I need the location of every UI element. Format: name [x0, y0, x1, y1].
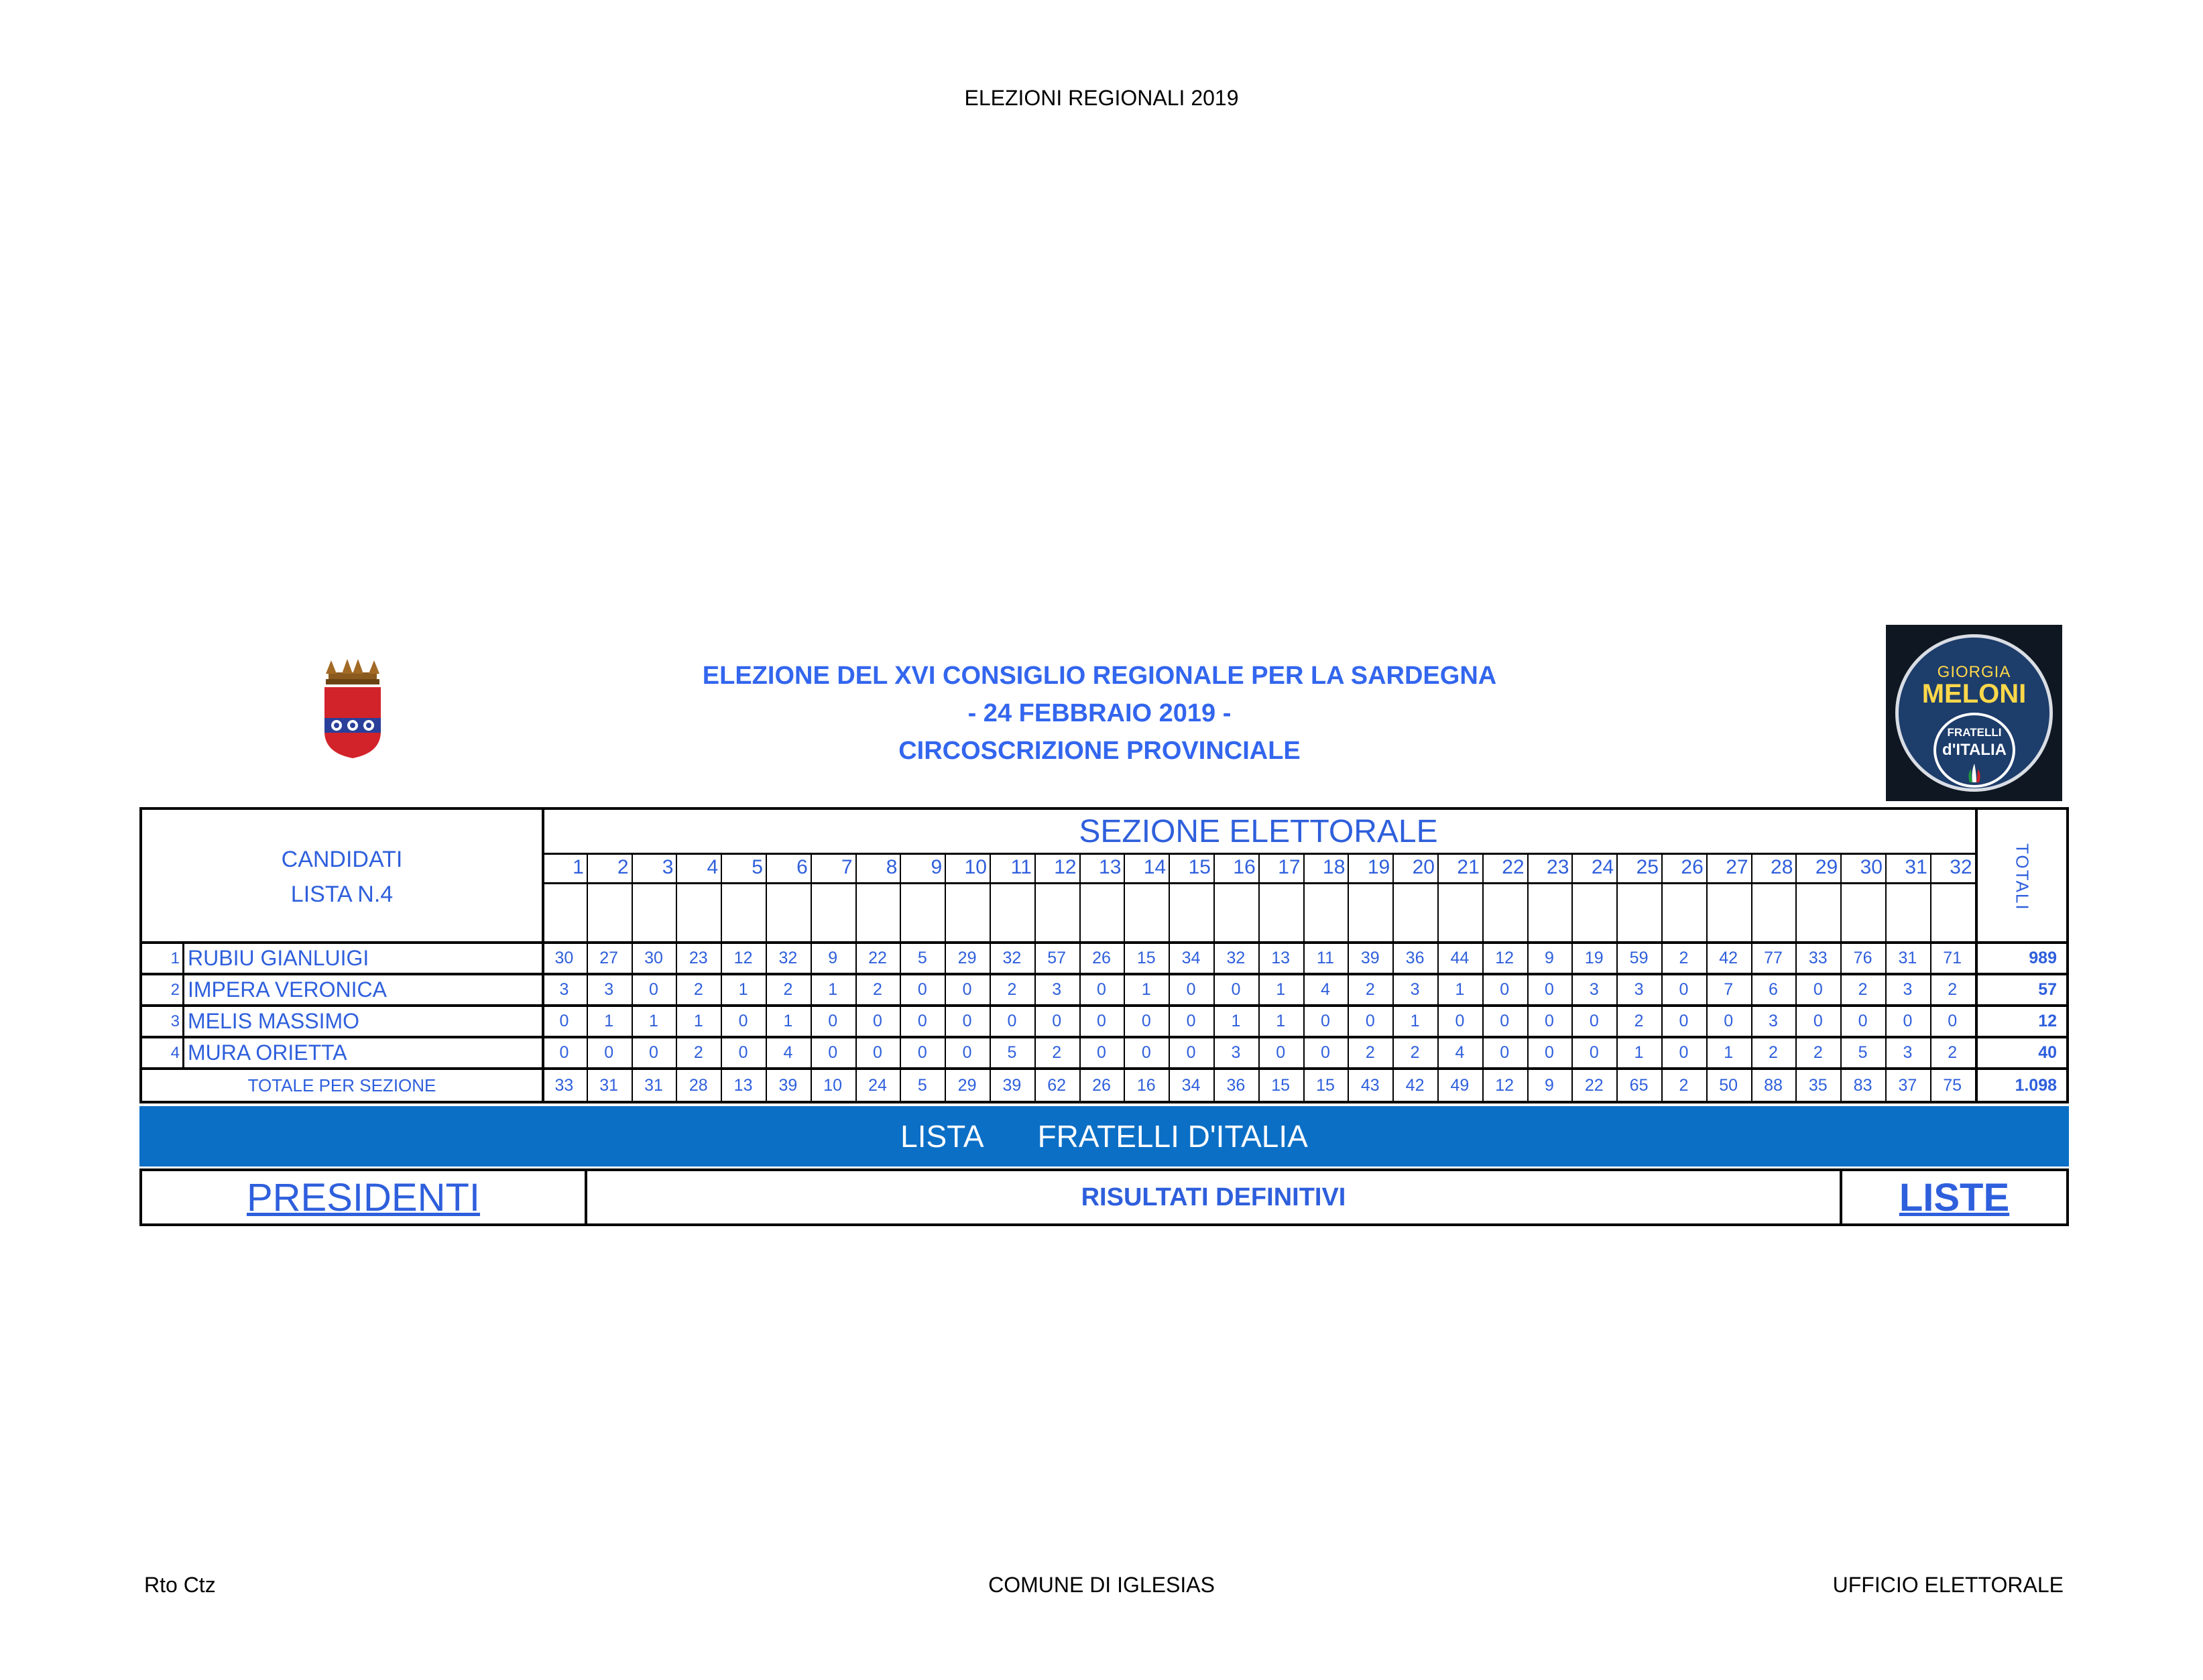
candidati-header: [142, 810, 542, 944]
lista-name: FRATELLI D'ITALIA: [1037, 1119, 1308, 1154]
section-number: 32: [1950, 856, 1972, 878]
vote-cell: 2: [1634, 1012, 1644, 1030]
section-number: 23: [1547, 856, 1569, 878]
section-number: 7: [841, 856, 853, 878]
vote-cell: 30: [554, 949, 574, 967]
vote-cell: 2: [693, 1043, 703, 1062]
section-number: 24: [1591, 856, 1614, 878]
candidate-name: RUBIU GIANLUIGI: [188, 946, 369, 970]
title-line-3: CIRCOSCRIZIONE PROVINCIALE: [898, 737, 1301, 765]
vote-cell: 32: [1226, 949, 1246, 967]
vote-cell: 57: [1047, 949, 1067, 967]
vote-cell: 33: [1808, 949, 1828, 967]
totale-cell: 75: [1943, 1075, 1962, 1095]
vote-cell: 0: [917, 1043, 927, 1062]
candidate-total: 57: [2038, 980, 2057, 999]
section-number: 17: [1278, 856, 1301, 878]
vote-cell: 4: [1321, 980, 1330, 999]
tricolor-flame-icon: [1967, 762, 1982, 782]
totale-per-sezione-label: TOTALE PER SEZIONE: [247, 1075, 436, 1095]
candidate-index: 1: [170, 949, 180, 967]
totale-cell: 31: [599, 1075, 619, 1095]
candidate-name: MURA ORIETTA: [188, 1040, 347, 1065]
vote-cell: 2: [1858, 980, 1868, 999]
section-number: 3: [662, 856, 674, 878]
vote-cell: 42: [1719, 949, 1738, 967]
footer-left: Rto Ctz: [144, 1573, 216, 1597]
vote-cell: 0: [1679, 1012, 1689, 1030]
vote-cell: 0: [604, 1043, 614, 1062]
vote-cell: 3: [1769, 1012, 1778, 1030]
section-number: 5: [752, 856, 763, 878]
vote-cell: 39: [1360, 949, 1380, 967]
logo-line-4: d'ITALIA: [1942, 741, 2007, 759]
section-number: 20: [1412, 856, 1435, 878]
vote-cell: 3: [559, 980, 569, 999]
candidati-label: CANDIDATI: [281, 847, 403, 872]
section-number: 28: [1771, 856, 1793, 878]
vote-cell: 0: [1500, 1043, 1510, 1062]
section-number: 9: [931, 856, 943, 878]
vote-cell: 0: [1365, 1012, 1375, 1030]
vote-cell: 2: [1679, 949, 1689, 967]
vote-cell: 1: [1231, 1012, 1241, 1030]
vote-cell: 26: [1092, 949, 1111, 967]
totale-cell: 49: [1450, 1075, 1470, 1095]
vote-cell: 1: [1724, 1043, 1734, 1062]
vote-cell: 15: [1136, 949, 1156, 967]
totale-cell: 33: [554, 1075, 574, 1095]
vote-cell: 1: [1455, 980, 1465, 999]
vote-cell: 9: [1545, 949, 1554, 967]
vote-cell: 0: [649, 1043, 658, 1062]
vote-cell: 0: [1321, 1043, 1330, 1062]
vote-cell: 0: [1500, 1012, 1510, 1030]
vote-cell: 76: [1853, 949, 1872, 967]
totale-cell: 12: [1495, 1075, 1514, 1095]
section-number: 19: [1367, 856, 1390, 878]
vote-cell: 1: [604, 1012, 614, 1030]
section-number: 13: [1099, 856, 1122, 878]
lista-label: LISTA: [900, 1119, 984, 1154]
vote-cell: 0: [1186, 1012, 1196, 1030]
vote-cell: 0: [1097, 1012, 1106, 1030]
vote-cell: 2: [1007, 980, 1017, 999]
vote-cell: 1: [1276, 1012, 1286, 1030]
section-number: 14: [1143, 856, 1167, 878]
vote-cell: 0: [1500, 980, 1510, 999]
vote-cell: 22: [868, 949, 887, 967]
vote-cell: 13: [1271, 949, 1291, 967]
vote-cell: 0: [559, 1043, 569, 1062]
section-number: 18: [1323, 856, 1346, 878]
totale-cell: 88: [1764, 1075, 1783, 1095]
vote-cell: 2: [1813, 1043, 1823, 1062]
vote-cell: 1: [1634, 1043, 1644, 1062]
totale-cell: 28: [689, 1075, 708, 1095]
vote-cell: 2: [1052, 1043, 1062, 1062]
vote-cell: 0: [1589, 1012, 1599, 1030]
vote-cell: 2: [1769, 1043, 1778, 1062]
section-number: 31: [1905, 856, 1927, 878]
totali-header: TOTALI: [2012, 843, 2033, 911]
logo-line-3: FRATELLI: [1947, 726, 2002, 739]
section-number: 29: [1815, 856, 1838, 878]
vote-cell: 1: [1410, 1012, 1420, 1030]
section-number: 2: [617, 856, 629, 878]
vote-cell: 9: [828, 949, 838, 967]
vote-cell: 0: [1141, 1012, 1151, 1030]
section-number: 12: [1054, 856, 1077, 878]
vote-cell: 0: [1052, 1012, 1062, 1030]
candidate-total: 40: [2038, 1043, 2057, 1062]
vote-cell: 0: [738, 1012, 748, 1030]
vote-cell: 0: [828, 1012, 838, 1030]
totale-cell: 50: [1719, 1075, 1738, 1095]
totale-cell: 42: [1405, 1075, 1425, 1095]
vote-cell: 32: [778, 949, 798, 967]
section-number: 16: [1233, 856, 1256, 878]
vote-cell: 6: [1769, 980, 1778, 999]
section-number: 1: [573, 856, 584, 878]
vote-cell: 2: [783, 980, 793, 999]
vote-cell: 32: [1002, 949, 1022, 967]
vote-cell: 11: [1317, 949, 1334, 967]
vote-cell: 12: [1495, 949, 1514, 967]
totale-cell: 31: [644, 1075, 663, 1095]
vote-cell: 3: [1410, 980, 1420, 999]
vote-cell: 36: [1405, 949, 1425, 967]
totale-cell: 65: [1629, 1075, 1649, 1095]
vote-cell: 1: [1276, 980, 1286, 999]
totale-cell: 37: [1898, 1075, 1917, 1095]
totale-cell: 29: [957, 1075, 977, 1095]
title-line-1: ELEZIONE DEL XVI CONSIGLIO REGIONALE PER LA SARDEGNA: [702, 662, 1497, 690]
vote-cell: 0: [738, 1043, 748, 1062]
candidate-index: 4: [170, 1043, 180, 1062]
vote-cell: 2: [1365, 1043, 1375, 1062]
vote-cell: 0: [1455, 1012, 1465, 1030]
vote-cell: 2: [1365, 980, 1375, 999]
vote-cell: 3: [1903, 1043, 1913, 1062]
vote-cell: 1: [828, 980, 838, 999]
vote-cell: 5: [1858, 1043, 1868, 1062]
totale-cell: 62: [1047, 1075, 1067, 1095]
vote-cell: 27: [599, 949, 619, 967]
totale-cell: 35: [1808, 1075, 1828, 1095]
vote-cell: 59: [1629, 949, 1649, 967]
totale-cell: 2: [1679, 1075, 1689, 1095]
liste-link[interactable]: LISTE: [1899, 1175, 2010, 1219]
totale-cell: 83: [1853, 1075, 1872, 1095]
totale-cell: 9: [1545, 1075, 1554, 1095]
grand-total: 1.098: [2015, 1075, 2057, 1095]
totale-cell: 15: [1271, 1075, 1291, 1095]
vote-cell: 0: [1545, 1012, 1554, 1030]
title-block: [429, 657, 1770, 770]
vote-cell: 30: [644, 949, 663, 967]
vote-cell: 0: [649, 980, 658, 999]
candidate-index: 2: [170, 980, 180, 999]
totale-cell: 43: [1360, 1075, 1380, 1095]
vote-cell: 12: [733, 949, 753, 967]
totale-cell: 22: [1584, 1075, 1604, 1095]
section-number: 27: [1726, 856, 1748, 878]
vote-cell: 3: [1589, 980, 1599, 999]
vote-cell: 3: [1903, 980, 1913, 999]
vote-cell: 0: [1097, 1043, 1106, 1062]
vote-cell: 4: [783, 1043, 793, 1062]
vote-cell: 0: [873, 1043, 882, 1062]
vote-cell: 5: [1007, 1043, 1017, 1062]
section-number: 26: [1681, 856, 1704, 878]
vote-cell: 1: [1141, 980, 1151, 999]
section-number: 8: [886, 856, 898, 878]
vote-cell: 2: [1948, 980, 1958, 999]
vote-cell: 0: [1589, 1043, 1599, 1062]
section-number: 21: [1457, 856, 1480, 878]
vote-cell: 23: [689, 949, 708, 967]
footer-right: UFFICIO ELETTORALE: [1832, 1573, 2064, 1597]
totale-cell: 26: [1092, 1075, 1111, 1095]
vote-cell: 19: [1584, 949, 1604, 967]
vote-cell: 0: [1321, 1012, 1330, 1030]
section-number: 10: [964, 856, 987, 878]
totale-cell: 39: [778, 1075, 798, 1095]
candidate-total: 12: [2038, 1012, 2057, 1030]
logo-line-2: MELONI: [1921, 679, 2027, 709]
vote-cell: 1: [738, 980, 748, 999]
totale-cell: 34: [1181, 1075, 1201, 1095]
vote-cell: 44: [1450, 949, 1470, 967]
totale-cell: 24: [868, 1075, 887, 1095]
sezione-elettorale-title: SEZIONE ELETTORALE: [1079, 813, 1438, 849]
vote-cell: 0: [1903, 1012, 1913, 1030]
vote-cell: 31: [1898, 949, 1917, 967]
nav-bar: [139, 1168, 2069, 1226]
vote-cell: 0: [559, 1012, 569, 1030]
vote-cell: 1: [693, 1012, 703, 1030]
vote-cell: 71: [1943, 949, 1962, 967]
totale-cell: 39: [1002, 1075, 1022, 1095]
vote-cell: 3: [604, 980, 614, 999]
vote-cell: 3: [1231, 1043, 1241, 1062]
logo-line-1: GIORGIA: [1937, 663, 2011, 681]
vote-cell: 0: [1679, 980, 1689, 999]
totale-cell: 10: [823, 1075, 843, 1095]
vote-cell: 0: [1813, 1012, 1823, 1030]
section-number: 15: [1188, 856, 1211, 878]
vote-cell: 0: [873, 1012, 882, 1030]
coat-of-arms-icon: [316, 659, 389, 760]
vote-cell: 77: [1764, 949, 1783, 967]
vote-cell: 2: [873, 980, 882, 999]
totale-cell: 5: [917, 1075, 927, 1095]
vote-cell: 2: [1948, 1043, 1958, 1062]
vote-cell: 0: [1948, 1012, 1958, 1030]
presidenti-link[interactable]: PRESIDENTI: [246, 1175, 481, 1219]
section-number: 30: [1860, 856, 1883, 878]
vote-cell: 34: [1181, 949, 1201, 967]
totale-cell: 15: [1316, 1075, 1335, 1095]
totale-cell: 16: [1136, 1075, 1156, 1095]
logo-inner-circle: [1933, 713, 2015, 788]
vote-cell: 0: [1679, 1043, 1689, 1062]
section-number: 4: [707, 856, 719, 878]
candidate-index: 3: [170, 1012, 180, 1030]
vote-cell: 7: [1724, 980, 1734, 999]
section-number: 11: [1010, 856, 1032, 878]
vote-cell: 0: [962, 980, 972, 999]
vote-cell: 2: [693, 980, 703, 999]
vote-cell: 0: [1545, 1043, 1554, 1062]
vote-cell: 0: [1007, 1012, 1017, 1030]
vote-cell: 1: [649, 1012, 658, 1030]
vote-cell: 5: [917, 949, 927, 967]
vote-cell: 0: [1186, 980, 1196, 999]
vote-cell: 0: [1097, 980, 1106, 999]
vote-cell: 0: [1141, 1043, 1151, 1062]
totale-cell: 36: [1226, 1075, 1246, 1095]
totale-cell: 13: [733, 1075, 753, 1095]
candidate-name: MELIS MASSIMO: [188, 1009, 360, 1033]
vote-cell: 0: [1276, 1043, 1286, 1062]
title-line-2: - 24 FEBBRAIO 2019 -: [967, 699, 1232, 727]
footer-center: COMUNE DI IGLESIAS: [988, 1573, 1215, 1597]
risultati-label: RISULTATI DEFINITIVI: [1081, 1183, 1346, 1211]
vote-cell: 0: [1186, 1043, 1196, 1062]
page-header: ELEZIONI REGIONALI 2019: [964, 86, 1239, 110]
vote-cell: 0: [1545, 980, 1554, 999]
section-number: 25: [1636, 856, 1659, 878]
logo-circle: [1895, 634, 2053, 792]
vote-cell: 2: [1410, 1043, 1420, 1062]
vote-cell: 0: [962, 1043, 972, 1062]
vote-cell: 0: [1231, 980, 1241, 999]
candidate-name: IMPERA VERONICA: [188, 977, 387, 1002]
vote-cell: 3: [1634, 980, 1644, 999]
vote-cell: 3: [1052, 980, 1062, 999]
vote-cell: 0: [917, 1012, 927, 1030]
vote-cell: 0: [917, 980, 927, 999]
section-number: 22: [1502, 856, 1525, 878]
vote-cell: 0: [1724, 1012, 1734, 1030]
lista-bar: [139, 1106, 2069, 1166]
vote-cell: 29: [957, 949, 977, 967]
party-logo: [1886, 625, 2062, 801]
vote-cell: 1: [783, 1012, 793, 1030]
vote-cell: 0: [962, 1012, 972, 1030]
candidate-total: 989: [2029, 949, 2057, 967]
vote-cell: 0: [1858, 1012, 1868, 1030]
vote-cell: 0: [828, 1043, 838, 1062]
vote-cell: 4: [1455, 1043, 1465, 1062]
section-number: 6: [796, 856, 808, 878]
vote-cell: 0: [1813, 980, 1823, 999]
lista-n-label: LISTA N.4: [290, 882, 394, 907]
results-table: [139, 807, 2069, 1103]
